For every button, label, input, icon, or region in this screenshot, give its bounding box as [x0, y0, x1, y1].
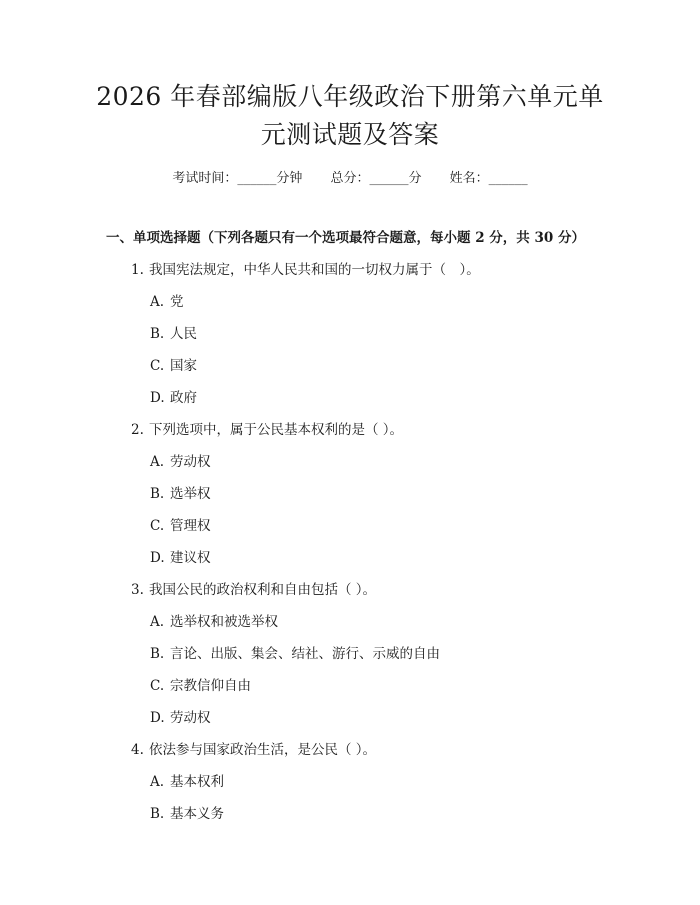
question-4	[131, 741, 376, 759]
option-letter: D.	[150, 390, 165, 406]
question-number: 3.	[131, 582, 144, 598]
option-text: 选举权	[170, 486, 211, 502]
question-number: 2.	[131, 422, 144, 438]
question-3	[131, 581, 376, 599]
option-letter: B.	[150, 326, 165, 342]
option-letter: A.	[150, 294, 165, 310]
question-text: 依法参与国家政治生活，是公民（ ）。	[149, 742, 377, 758]
option-text: 党	[170, 294, 184, 310]
option-text: 国家	[170, 358, 197, 374]
option-letter: C.	[150, 678, 165, 694]
option-text: 宗教信仰自由	[170, 678, 251, 694]
title-line-2: 元测试题及答案	[260, 120, 440, 149]
option	[150, 325, 197, 343]
option-text: 劳动权	[170, 710, 211, 726]
option	[150, 773, 224, 791]
option-text: 基本权利	[170, 774, 224, 790]
question-2	[131, 421, 403, 439]
option-text: 管理权	[170, 518, 211, 534]
question-1	[131, 261, 480, 279]
option-letter: A.	[150, 454, 165, 470]
question-number: 1.	[131, 262, 144, 278]
option-text: 基本义务	[170, 806, 224, 822]
exam-time: 考试时间：______分钟	[172, 171, 303, 186]
option-letter: A.	[150, 614, 165, 630]
exam-score: 总分：______分	[330, 171, 422, 186]
option	[150, 613, 278, 631]
option-text: 选举权和被选举权	[170, 614, 278, 630]
option-letter: B.	[150, 806, 165, 822]
exam-name: 姓名：______	[449, 171, 528, 186]
option	[150, 677, 251, 695]
option-text: 政府	[170, 390, 197, 406]
option	[150, 549, 211, 567]
document-title	[60, 78, 640, 154]
option-letter: A.	[150, 774, 165, 790]
option	[150, 389, 197, 407]
option-text: 言论、出版、集会、结社、游行、示威的自由	[170, 646, 440, 662]
option-letter: B.	[150, 646, 165, 662]
option	[150, 485, 211, 503]
title-line-1: 2026 年春部编版八年级政治下册第六单元单	[96, 82, 604, 111]
question-text: 我国宪法规定，中华人民共和国的一切权力属于（ ）。	[149, 262, 480, 278]
option	[150, 645, 440, 663]
option	[150, 453, 211, 471]
option	[150, 293, 184, 311]
question-text: 我国公民的政治权利和自由包括（ ）。	[149, 582, 377, 598]
option	[150, 517, 211, 535]
option-letter: D.	[150, 550, 165, 566]
option-text: 人民	[170, 326, 197, 342]
option	[150, 805, 224, 823]
option-letter: C.	[150, 518, 165, 534]
option-letter: C.	[150, 358, 165, 374]
option	[150, 357, 197, 375]
option	[150, 709, 211, 727]
question-number: 4.	[131, 742, 144, 758]
exam-meta	[0, 170, 700, 188]
option-text: 建议权	[170, 550, 211, 566]
option-letter: B.	[150, 486, 165, 502]
option-letter: D.	[150, 710, 165, 726]
section-heading: 一、单项选择题（下列各题只有一个选项最符合题意，每小题 2 分，共 30 分）	[106, 230, 585, 246]
option-text: 劳动权	[170, 454, 211, 470]
question-text: 下列选项中，属于公民基本权利的是（ ）。	[149, 422, 404, 438]
